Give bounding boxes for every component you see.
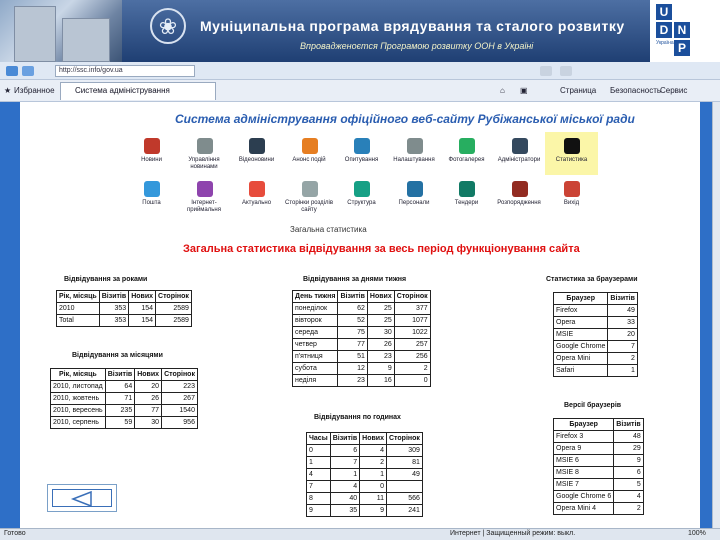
table-cell: 7 (330, 457, 359, 469)
forward-icon[interactable] (22, 66, 34, 76)
column-header: Сторінок (387, 433, 423, 445)
star-icon (249, 181, 265, 197)
banner-subtitle: Впровадженоєтся Програмою розвитку ООН в Україні (300, 41, 534, 51)
admin-menu-item[interactable] (493, 132, 546, 175)
table-cell: MSIE 8 (554, 467, 614, 479)
table-cell: 2 (608, 353, 637, 365)
admin-menu-item[interactable] (388, 132, 441, 175)
table-cell: 75 (338, 327, 367, 339)
weekdays-table (292, 290, 431, 387)
table-cell: 2010, вересень (51, 405, 106, 417)
table-cell: 267 (162, 393, 198, 405)
column-header: Браузер (554, 293, 608, 305)
table-cell: 1077 (394, 315, 430, 327)
table-header-row (554, 293, 638, 305)
table-cell: 4 (360, 445, 387, 457)
admin-menu-item[interactable] (283, 132, 336, 175)
admin-menu-label: Актуально (241, 200, 272, 206)
table-cell: 23 (367, 351, 394, 363)
admin-menu-item[interactable] (230, 132, 283, 175)
table-cell: 20 (608, 329, 637, 341)
table-cell: 2589 (156, 303, 192, 315)
calendar-icon (302, 138, 318, 154)
admin-menu-item[interactable] (283, 175, 336, 218)
column-header: Нових (129, 291, 156, 303)
table-cell: 377 (394, 303, 430, 315)
column-header: Візитів (614, 419, 643, 431)
table-cell: 2 (394, 363, 430, 375)
table-cell: 566 (387, 493, 423, 505)
table-cell: 30 (135, 417, 162, 429)
table-cell: 154 (129, 303, 156, 315)
table-row (307, 457, 423, 469)
table-cell: четвер (293, 339, 338, 351)
undp-logo (650, 0, 720, 62)
table-header-row (57, 291, 192, 303)
table-cell: 26 (135, 393, 162, 405)
table-row (51, 417, 198, 429)
stop-icon[interactable] (560, 66, 572, 76)
table-cell: 9 (614, 455, 643, 467)
admin-menu-item[interactable] (178, 175, 231, 218)
table-cell: 0 (360, 481, 387, 493)
un-emblem-icon: ❀ (150, 8, 186, 44)
table-row (554, 455, 644, 467)
admin-menu-label: Пошта (142, 200, 161, 206)
undp-letter: P (674, 40, 690, 56)
column-header: Сторінок (394, 291, 430, 303)
table-row (554, 431, 644, 443)
table-row (51, 393, 198, 405)
table-cell: 11 (360, 493, 387, 505)
table-cell: вівторок (293, 315, 338, 327)
table-cell: 1 (360, 469, 387, 481)
table-cell: 6 (614, 467, 643, 479)
table-cell: 956 (162, 417, 198, 429)
browsers-table-title: Статистика за браузерами (546, 276, 638, 283)
hours-table (306, 432, 423, 517)
table-cell: 51 (338, 351, 367, 363)
table-cell: 16 (367, 375, 394, 387)
back-icon[interactable] (6, 66, 18, 76)
feeds-icon[interactable]: ▣ (520, 86, 528, 95)
table-row (293, 363, 431, 375)
table-cell: 7 (608, 341, 637, 353)
table-cell: 25 (367, 315, 394, 327)
table-cell: Opera 9 (554, 443, 614, 455)
table-row (554, 329, 638, 341)
admin-menu-label: Структура (347, 200, 376, 206)
table-cell: 33 (608, 317, 637, 329)
table-cell: 8 (307, 493, 331, 505)
admin-menu-item[interactable] (178, 132, 231, 175)
admin-icon (512, 138, 528, 154)
months-table (50, 368, 198, 429)
table-cell: 235 (105, 405, 134, 417)
table-header-row (51, 369, 198, 381)
zone-text: Интернет | Защищенный режим: выкл. (450, 530, 576, 537)
table-cell: неділя (293, 375, 338, 387)
table-cell: 154 (129, 315, 156, 327)
undp-letter: N (674, 22, 690, 38)
table-row (554, 479, 644, 491)
admin-menu-label: Сторінки розділів сайту (284, 200, 334, 213)
column-header: Часы (307, 433, 331, 445)
tools-menu[interactable]: Сервис (660, 86, 688, 95)
table-cell: 35 (330, 505, 359, 517)
table-row (307, 445, 423, 457)
address-input[interactable]: http://ssc.info/gov.ua (55, 65, 195, 77)
table-row (554, 503, 644, 515)
table-row (293, 351, 431, 363)
admin-menu-item[interactable] (440, 175, 493, 218)
admin-menu-item[interactable] (545, 175, 598, 218)
column-header: Нових (135, 369, 162, 381)
table-cell: 353 (99, 315, 128, 327)
slide-back-button[interactable] (47, 484, 117, 512)
table-cell: Google Chrome (554, 341, 608, 353)
site-banner (0, 0, 720, 62)
column-header: День тижня (293, 291, 338, 303)
table-cell: 241 (387, 505, 423, 517)
back-triangle-icon (53, 490, 113, 508)
table-cell: 12 (338, 363, 367, 375)
admin-menu-label: Вихід (563, 200, 580, 206)
table-cell: 4 (614, 491, 643, 503)
admin-menu-item[interactable] (440, 132, 493, 175)
column-header: Візитів (338, 291, 367, 303)
table-row (554, 317, 638, 329)
admin-menu-item[interactable] (125, 175, 178, 218)
months-table-title: Відвідування за місяцями (72, 352, 163, 359)
back-button-frame (52, 489, 112, 507)
table-row (554, 365, 638, 377)
table-cell: 5 (614, 479, 643, 491)
zoom-level[interactable]: 100% (688, 530, 706, 537)
table-cell: 59 (105, 417, 134, 429)
table-cell: Opera Mini (554, 353, 608, 365)
poll-icon (354, 138, 370, 154)
admin-menu-item[interactable] (125, 132, 178, 175)
stats-heading: Загальна статистика відвідування за весь період функціонування сайта (183, 243, 580, 255)
admin-menu-label: Анонс подій (292, 157, 326, 163)
table-row (293, 375, 431, 387)
table-cell: 1 (307, 457, 331, 469)
versions-table-title: Версії браузерів (564, 402, 622, 409)
page-frame (0, 102, 712, 528)
admin-icon-panel (125, 132, 597, 218)
table-row (554, 341, 638, 353)
table-cell: 81 (387, 457, 423, 469)
table-row (51, 405, 198, 417)
table-row (307, 505, 423, 517)
gallery-icon (459, 138, 475, 154)
home-icon[interactable]: ⌂ (500, 86, 505, 95)
table-cell: 29 (614, 443, 643, 455)
table-cell: 64 (105, 381, 134, 393)
column-header: Візитів (608, 293, 637, 305)
column-header: Рік, місяць (57, 291, 100, 303)
column-header: Нових (367, 291, 394, 303)
table-cell: 1 (608, 365, 637, 377)
favorites-star-icon[interactable]: ★ (4, 86, 12, 95)
table-cell: Opera Mini 4 (554, 503, 614, 515)
table-cell: 0 (307, 445, 331, 457)
table-cell: 1540 (162, 405, 198, 417)
years-table-title: Відвідування за роками (64, 276, 148, 283)
admin-menu-item[interactable] (388, 175, 441, 218)
table-cell: 223 (162, 381, 198, 393)
table-cell: 48 (614, 431, 643, 443)
tools-icon (407, 138, 423, 154)
admin-menu-label: Налаштування (393, 157, 435, 163)
undp-letter: D (656, 22, 672, 38)
table-row (307, 493, 423, 505)
table-cell: Total (57, 315, 100, 327)
table-cell: 0 (394, 375, 430, 387)
table-row (554, 305, 638, 317)
admin-page (20, 102, 700, 528)
admin-menu-label: Інтернет-приймальня (187, 200, 221, 213)
table-cell: Google Chrome 6 (554, 491, 614, 503)
hours-table-title: Відвідування по годинах (314, 414, 401, 421)
table-cell: 2010, жовтень (51, 393, 106, 405)
table-row (293, 315, 431, 327)
browser-status-bar (0, 528, 720, 540)
table-row (51, 381, 198, 393)
table-cell: 1022 (394, 327, 430, 339)
structure-icon (354, 181, 370, 197)
table-cell: 1 (330, 469, 359, 481)
browser-address-bar (0, 62, 720, 80)
table-cell: 4 (307, 469, 331, 481)
book-icon (512, 181, 528, 197)
table-cell: 71 (105, 393, 134, 405)
table-cell: 52 (338, 315, 367, 327)
table-cell: 26 (367, 339, 394, 351)
table-cell: 256 (394, 351, 430, 363)
admin-menu-label: Розпорядження (497, 200, 541, 206)
column-header: Сторінок (156, 291, 192, 303)
column-header: Браузер (554, 419, 614, 431)
status-text: Готово (4, 530, 26, 537)
people-icon (407, 181, 423, 197)
table-cell: 62 (338, 303, 367, 315)
news-icon (144, 138, 160, 154)
admin-menu-item[interactable] (493, 175, 546, 218)
globe-icon (144, 181, 160, 197)
table-row (293, 339, 431, 351)
table-cell: субота (293, 363, 338, 375)
table-row (554, 491, 644, 503)
undp-letter: U (656, 4, 672, 20)
table-row (57, 303, 192, 315)
column-header: Візитів (330, 433, 359, 445)
admin-menu-item[interactable] (545, 132, 598, 175)
table-header-row (293, 291, 431, 303)
table-cell: 309 (387, 445, 423, 457)
table-cell: 257 (394, 339, 430, 351)
vertical-scrollbar[interactable] (712, 102, 720, 528)
table-cell: 2010, листопад (51, 381, 106, 393)
years-table (56, 290, 192, 327)
table-cell: 40 (330, 493, 359, 505)
video-icon (249, 138, 265, 154)
browsers-table (553, 292, 638, 377)
table-cell: Firefox 3 (554, 431, 614, 443)
column-header: Сторінок (162, 369, 198, 381)
admin-menu-item[interactable] (230, 175, 283, 218)
table-cell: 6 (330, 445, 359, 457)
user-icon (197, 181, 213, 197)
folder-icon (197, 138, 213, 154)
admin-menu-item[interactable] (335, 175, 388, 218)
table-cell: 49 (608, 305, 637, 317)
admin-menu-item[interactable] (335, 132, 388, 175)
column-header: Візитів (99, 291, 128, 303)
table-row (554, 467, 644, 479)
admin-menu-label: Новини (141, 157, 162, 163)
table-cell (387, 481, 423, 493)
table-cell: 25 (367, 303, 394, 315)
table-cell: 2010, серпень (51, 417, 106, 429)
table-cell: 30 (367, 327, 394, 339)
browser-tab[interactable]: Система адміністрування (60, 82, 216, 100)
column-header: Візитів (105, 369, 134, 381)
table-cell: 49 (387, 469, 423, 481)
table-header-row (307, 433, 423, 445)
table-cell: MSIE (554, 329, 608, 341)
table-cell: 9 (307, 505, 331, 517)
table-cell: Safari (554, 365, 608, 377)
table-row (293, 327, 431, 339)
table-cell: 7 (307, 481, 331, 493)
table-row (307, 469, 423, 481)
table-cell: 4 (330, 481, 359, 493)
banner-title: Муніципальна програма врядування та сталого розвитку (200, 18, 625, 34)
admin-menu-label: Персонали (398, 200, 430, 206)
general-stats-link[interactable]: Загальна статистика (290, 225, 367, 234)
admin-menu-label: Управління новинами (188, 157, 220, 170)
table-header-row (554, 419, 644, 431)
table-cell: п'ятниця (293, 351, 338, 363)
column-header: Нових (360, 433, 387, 445)
table-cell: середа (293, 327, 338, 339)
undp-caption: Україна (656, 40, 674, 46)
exit-icon (564, 181, 580, 197)
table-cell: 77 (135, 405, 162, 417)
statistics-icon (564, 138, 580, 154)
table-cell: 2 (614, 503, 643, 515)
versions-table (553, 418, 644, 515)
table-cell: MSIE 6 (554, 455, 614, 467)
admin-menu-label: Статистика (555, 157, 588, 163)
admin-menu-label: Відеоновини (238, 157, 275, 163)
column-header: Рік, місяць (51, 369, 106, 381)
safety-menu[interactable]: Безопасность (610, 86, 662, 95)
table-cell: понеділок (293, 303, 338, 315)
refresh-icon[interactable] (540, 66, 552, 76)
admin-title: Система адміністрування офіційного веб-сайту Рубіжанської міської ради (175, 112, 635, 126)
pages-icon (302, 181, 318, 197)
table-cell: 2589 (156, 315, 192, 327)
building-photo (0, 0, 122, 62)
table-cell: 20 (135, 381, 162, 393)
weekdays-table-title: Відвідування за днями тижня (303, 276, 407, 283)
table-cell: Opera (554, 317, 608, 329)
table-cell: 77 (338, 339, 367, 351)
table-cell: 353 (99, 303, 128, 315)
table-row (57, 315, 192, 327)
admin-menu-label: Адміністратори (497, 157, 541, 163)
table-cell: 23 (338, 375, 367, 387)
admin-menu-label: Опитування (344, 157, 379, 163)
table-cell: 2 (360, 457, 387, 469)
table-cell: Firefox (554, 305, 608, 317)
table-cell: 9 (360, 505, 387, 517)
admin-menu-label: Тендери (454, 200, 479, 206)
table-row (554, 353, 638, 365)
favorites-button[interactable]: Избранное (14, 86, 55, 95)
table-cell: 9 (367, 363, 394, 375)
table-cell: MSIE 7 (554, 479, 614, 491)
admin-menu-label: Фотогалерея (448, 157, 485, 163)
table-cell: 2010 (57, 303, 100, 315)
page-menu[interactable]: Страница (560, 86, 597, 95)
table-row (293, 303, 431, 315)
table-row (554, 443, 644, 455)
table-row (307, 481, 423, 493)
tender-icon (459, 181, 475, 197)
